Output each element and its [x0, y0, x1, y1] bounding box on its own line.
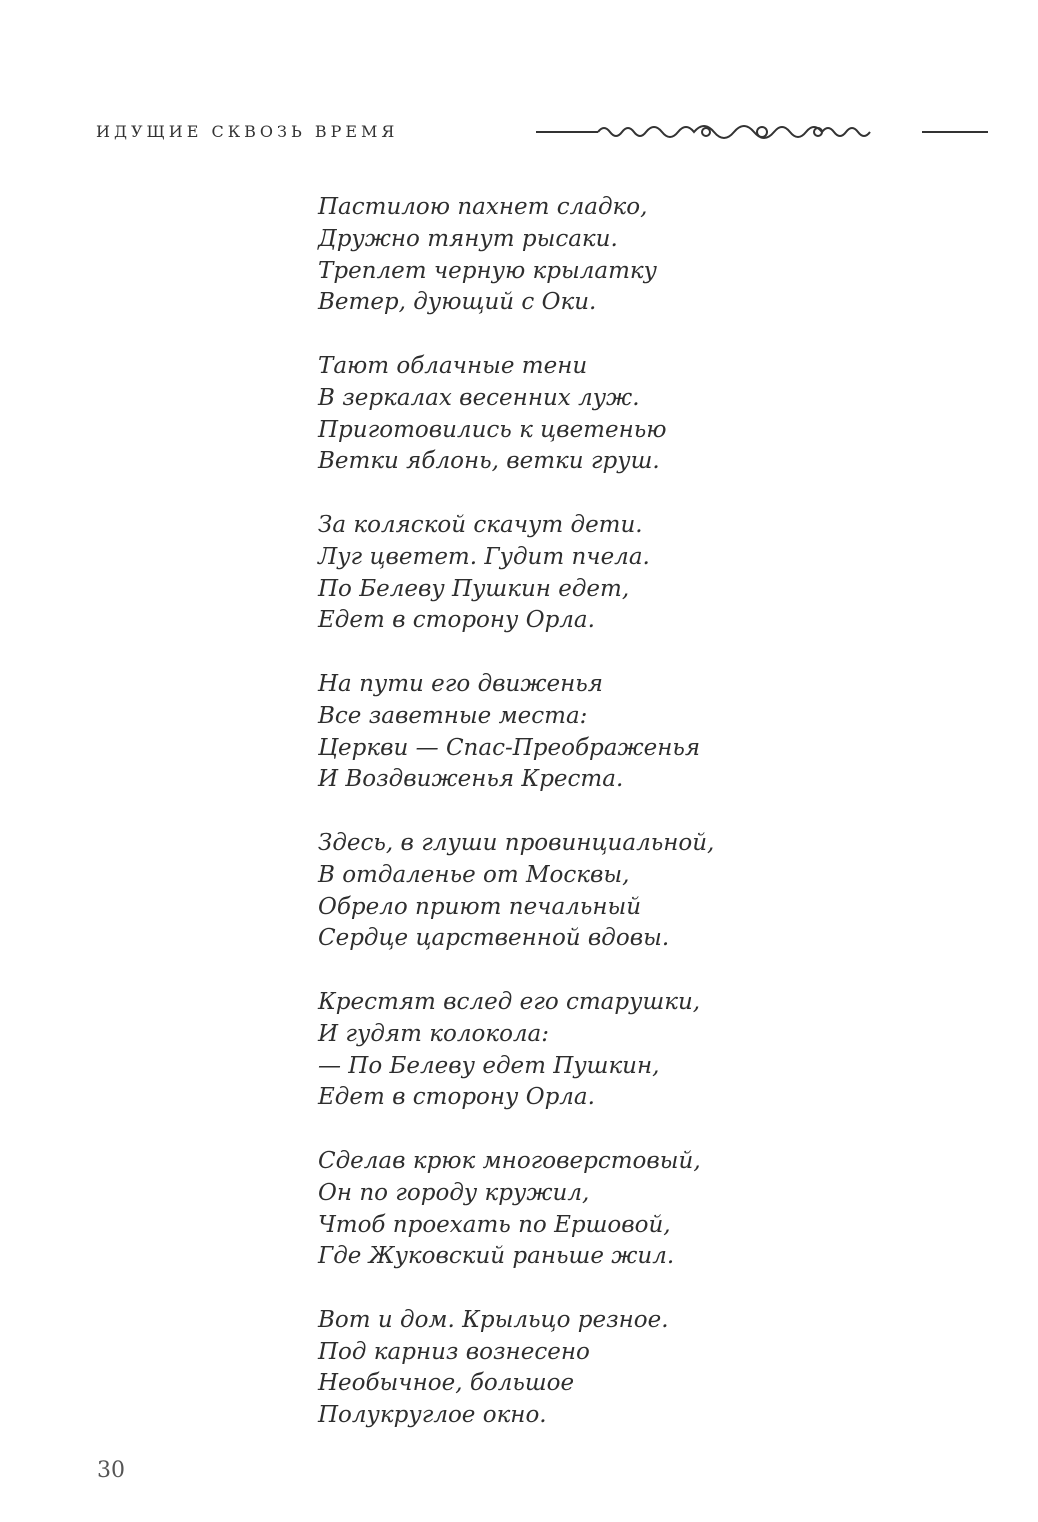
poem-line: В отдаленье от Москвы,: [318, 861, 630, 888]
stanza: [318, 192, 1018, 319]
page-number: 30: [97, 1458, 125, 1483]
poem-line: Здесь, в глуши провинциальной,: [318, 829, 715, 856]
poem: [318, 192, 1018, 1464]
poem-line: Чтоб проехать по Ершовой,: [318, 1211, 671, 1238]
poem-line: Тают облачные тени: [318, 352, 588, 379]
stanza: [318, 828, 1018, 955]
stanza: [318, 1146, 1018, 1273]
poem-line: Церкви — Спас-Преображенья: [318, 734, 701, 761]
poem-line: Ветки яблонь, ветки груш.: [318, 448, 660, 475]
stanza: [318, 987, 1018, 1114]
stanza: [318, 510, 1018, 637]
poem-line: Едет в сторону Орла.: [318, 607, 595, 634]
poem-line: Полукруглое окно.: [318, 1402, 547, 1429]
stanza: [318, 351, 1018, 478]
poem-line: За коляской скачут дети.: [318, 511, 643, 538]
poem-line: Он по городу кружил,: [318, 1179, 590, 1206]
poem-line: Крестят вслед его старушки,: [318, 988, 701, 1015]
poem-line: — По Белеву едет Пушкин,: [318, 1052, 660, 1079]
poem-line: Под карниз вознесено: [318, 1338, 590, 1365]
poem-line: Необычное, большое: [318, 1370, 575, 1397]
poem-line: Луг цветет. Гудит пчела.: [318, 543, 650, 570]
stanza: [318, 1305, 1018, 1432]
poem-line: В зеркалах весенних луж.: [318, 384, 640, 411]
poem-line: Сердце царственной вдовы.: [318, 925, 670, 952]
poem-line: Ветер, дующий с Оки.: [318, 289, 597, 316]
poem-line: По Белеву Пушкин едет,: [318, 575, 630, 602]
poem-line: Обрело приют печальный: [318, 893, 642, 920]
poem-line: И Воздвиженья Креста.: [318, 766, 624, 793]
poem-line: Вот и дом. Крыльцо резное.: [318, 1306, 669, 1333]
poem-line: Где Жуковский раньше жил.: [318, 1243, 675, 1270]
poem-line: И гудят колокола:: [318, 1020, 550, 1047]
stanza: [318, 669, 1018, 796]
decorative-scroll-ornament-icon: [536, 117, 988, 147]
poem-line: Треплет черную крылатку: [318, 257, 657, 284]
running-title: ИДУЩИЕ СКВОЗЬ ВРЕМЯ: [96, 122, 399, 141]
poem-line: На пути его движенья: [318, 670, 603, 697]
poem-line: Едет в сторону Орла.: [318, 1084, 595, 1111]
poem-line: Сделав крюк многоверстовый,: [318, 1147, 701, 1174]
poem-line: Дружно тянут рысаки.: [318, 225, 618, 252]
poem-line: Приготовились к цветенью: [318, 416, 667, 443]
poem-line: Все заветные места:: [318, 702, 588, 729]
poem-line: Пастилою пахнет сладко,: [318, 194, 648, 220]
